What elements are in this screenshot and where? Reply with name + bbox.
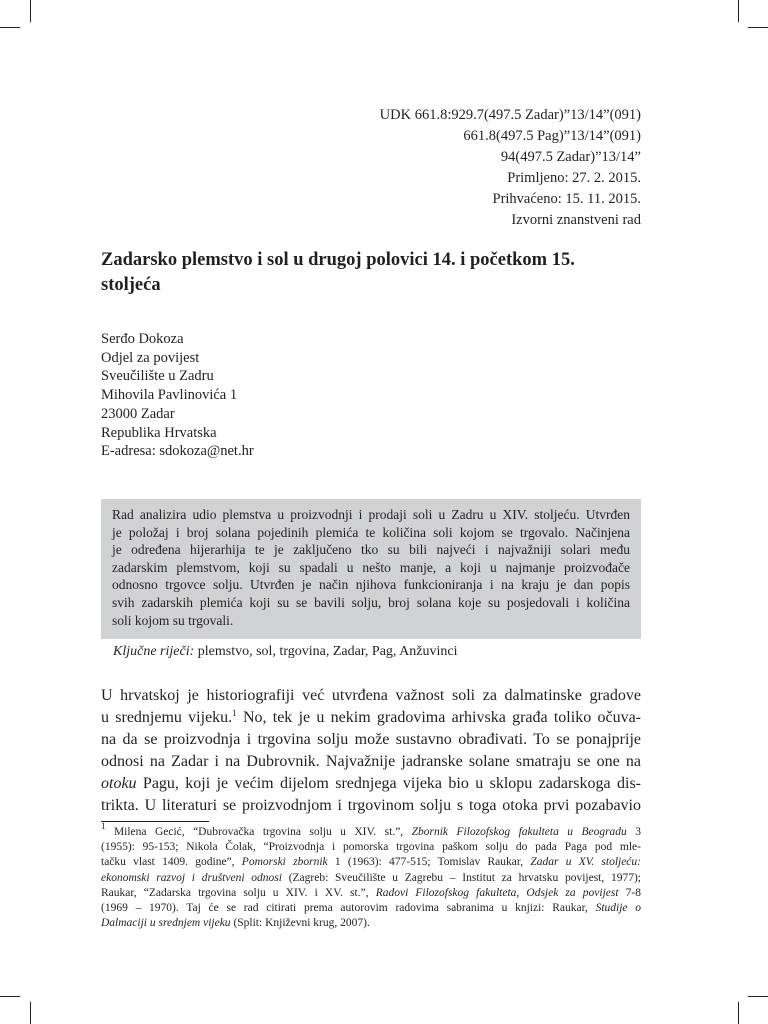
footnote-book-title: Dalmaciji u srednjem vijeku	[101, 917, 231, 930]
footnote-line	[101, 855, 641, 870]
footnote-segment: Raukar, “Zadarska trgovina solju u XIV. i XV. st.”,	[101, 886, 376, 899]
footnote-segment: 7-8	[618, 886, 641, 899]
abstract-line: odnosno trgovce solju. Utvrđen je način njihova funkcioniranja i na kraju je dan popis	[112, 577, 630, 593]
body-italic-word: otoku	[101, 775, 137, 792]
abstract-line: svih zadarskih plemića koji su se bavili solju, broj solana koje su posjedovali i količina	[112, 594, 630, 610]
crop-mark-top-left	[30, 0, 31, 22]
footnote-line	[101, 821, 641, 840]
crop-mark-bottom-right	[738, 1002, 739, 1024]
footnote-book-title: Studije o	[595, 902, 641, 915]
footnote-segment: Milena Gecić, “Dubrovačka trgovina solju u XIV. st.”,	[105, 826, 412, 838]
abstract-line: zadarskim plemstvom, koji su spadali u nešto manje, a koji u najmanje proizvođače	[112, 559, 630, 575]
footnote-segment: (1969 – 1970). Taj će se rad citirati prema autorovim radovima sabranima u knjizi: Raukar,	[101, 902, 596, 915]
footnote-segment: 1 (1963): 477-515; Tomislav Raukar,	[327, 856, 531, 869]
footnote-line	[101, 916, 641, 931]
keywords-label: Ključne riječi:	[113, 644, 195, 659]
body-line	[101, 707, 641, 729]
abstract-line: je položaj i broj solana pojedinih plemića te količina soli kojom se trgovalo. Načinjena	[112, 524, 630, 540]
crop-mark-bottom-left-h	[0, 996, 20, 997]
footnote-book-title: Zadar u XV. stoljeću:	[530, 856, 641, 869]
body-line	[101, 773, 641, 795]
footnote-journal: Zbornik Filozofskog fakulteta u Beogradu	[411, 826, 627, 838]
footnote-line: (1955): 95-153; Nikola Čolak, “Proizvodnja i pomorska trgovina paškom solju do pada Paga pod mle-	[101, 841, 641, 854]
abstract-box	[101, 499, 641, 639]
udk-line-3: 94(497.5 Zadar)”13/14”	[500, 149, 641, 165]
keywords-text: plemstvo, sol, trgovina, Zadar, Pag, Anžuvinci	[194, 644, 458, 659]
footnote-line	[101, 886, 641, 901]
footnote-line	[101, 871, 641, 886]
classification-metadata	[380, 105, 641, 231]
author-university: Sveučilište u Zadru	[101, 368, 214, 385]
abstract-line: soli kojom su trgovali.	[112, 612, 234, 628]
footnote	[101, 821, 642, 931]
footnote-line	[101, 901, 641, 916]
footnote-book-title: ekonomski razvoj i društveni odnosi	[101, 871, 282, 884]
body-line: odnosi na Zadar i na Dubrovnik. Najvažnije jadranske solane smatraju se one na	[101, 753, 641, 770]
crop-mark-top-left-h	[0, 27, 20, 28]
body-line: trikta. U literaturi se proizvodnjom i trgovinom solju s toga otoka prvi pozabavio	[101, 797, 641, 814]
author-street: Mihovila Pavlinovića 1	[101, 387, 238, 404]
body-line: U hrvatskoj je historiografiji već utvrđena važnost soli za dalmatinske gradove	[101, 687, 641, 704]
keywords	[113, 643, 457, 661]
footnote-segment: (Split: Književni krug, 2007).	[230, 917, 370, 930]
udk-line-1: UDK 661.8:929.7(497.5 Zadar)”13/14”(091)	[379, 107, 641, 123]
body-text-segment: u srednjemu vijeku.	[101, 709, 233, 726]
received-date: Primljeno: 27. 2. 2015.	[507, 170, 641, 186]
author-block	[101, 330, 254, 461]
body-text-segment: Pagu, koji je većim dijelom srednjega vijeka bio u sklopu zadarskoga dis-	[136, 775, 641, 792]
abstract-line: Rad analizira udio plemstva u proizvodnji i prodaji soli u Zadru u XIV. stoljeću. Utvrđen	[112, 507, 630, 522]
author-country: Republika Hrvatska	[101, 424, 217, 441]
body-text-segment: No, tek je u nekim gradovima arhivska građa toliko očuva-	[236, 709, 641, 726]
paper-title: Zadarsko plemstvo i sol u drugoj polovici 14. i početkom 15. stoljeća	[101, 250, 575, 295]
author-email: E-adresa: sdokoza@net.hr	[101, 443, 254, 460]
crop-mark-bottom-right-h	[748, 996, 768, 997]
crop-mark-top-right-h	[748, 27, 768, 28]
footnote-segment: tačku vlast 1409. godine”,	[101, 856, 242, 869]
crop-mark-bottom-left	[30, 1002, 31, 1024]
footnote-number: 1	[101, 821, 106, 831]
body-text	[101, 685, 641, 817]
abstract-line: je određena hijerarhija te je zaključeno tko su bili najveći i najvažniji solari među	[112, 542, 630, 558]
author-city: 23000 Zadar	[101, 405, 175, 422]
footnote-segment: (Zagreb: Sveučilište u Zagrebu – Institut za hrvatsku povijest, 1977);	[281, 871, 642, 884]
udk-line-2: 661.8(497.5 Pag)”13/14”(091)	[463, 128, 641, 144]
footnote-journal: Pomorski zbornik	[241, 856, 328, 869]
accepted-date: Prihvaćeno: 15. 11. 2015.	[492, 191, 641, 207]
crop-mark-top-right	[738, 0, 739, 22]
body-line: na da se proizvodnja i trgovina solju može sustavno obrađivati. To se ponajprije	[101, 731, 641, 748]
footnote-reference[interactable]: 1	[232, 708, 237, 718]
footnote-segment: 3	[626, 826, 641, 838]
paper-type: Izvorni znanstveni rad	[511, 212, 641, 228]
author-department: Odjel za povijest	[101, 349, 200, 366]
footnote-journal: Radovi Filozofskog fakulteta, Odsjek za povijest	[375, 886, 619, 899]
author-name: Serđo Dokoza	[101, 331, 184, 347]
footnote-separator	[101, 821, 209, 822]
